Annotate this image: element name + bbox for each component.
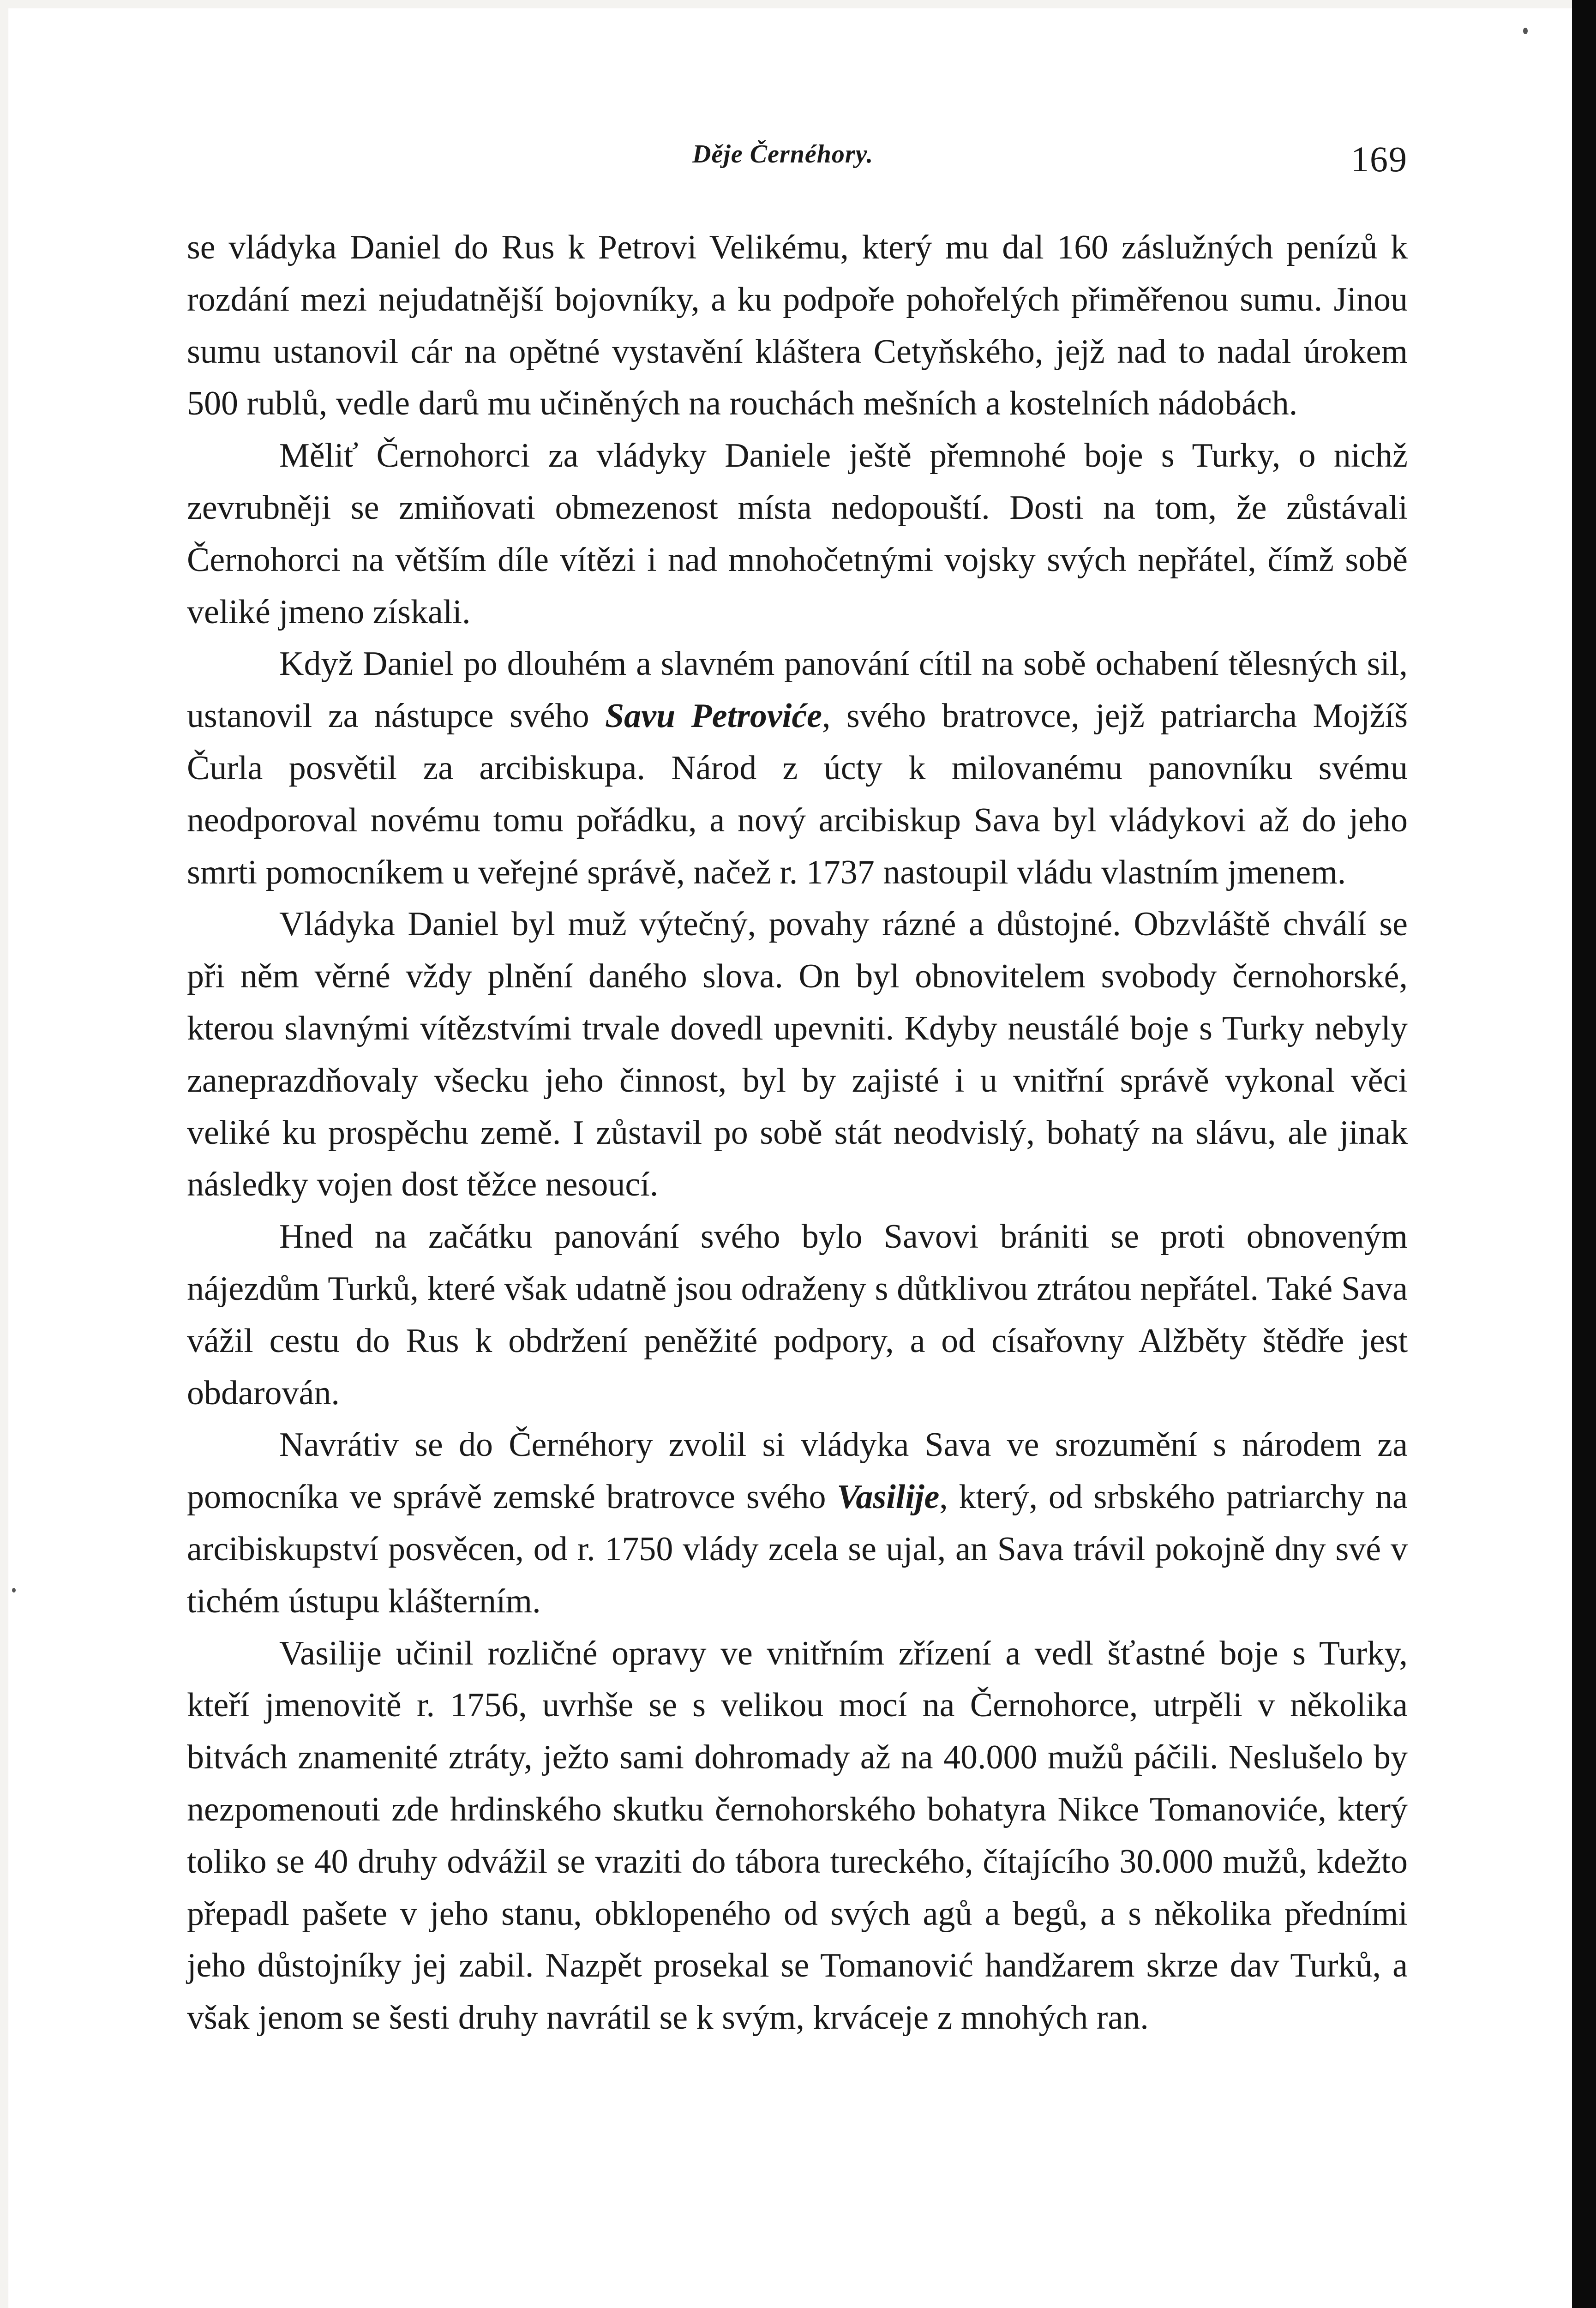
scan-speck bbox=[1523, 28, 1528, 34]
text-run: se vládyka Daniel do Rus k Petrovi Velikému, který mu dal 160 záslužných penízů k rozdání mezi nejudatnější bojovníky, a ku podpoře pohořelých přiměřenou sumu. Jinou sumu ustanovil cár na opětné vystavění kláštera Cetyňského, jejž nad to nadal úrokem 500 rublů, vedle darů mu učiněných na rouchách mešních a kostelních nádobách. bbox=[187, 228, 1408, 423]
running-header bbox=[185, 138, 1412, 189]
paragraph bbox=[187, 222, 1408, 430]
text-run: Vládyka Daniel byl muž výtečný, povahy rázné a důstojné. Obzvláště chválí se při něm věrné vždy plnění daného slova. On byl obnovitelem svobody černohorské, kterou slavnými vítězstvími trvale dovedl upevniti. Kdyby neustálé boje s Turky nebyly zaneprazdňovaly všecku jeho činnost, byl by zajisté i u vnitřní správě vykonal věci veliké ku prospěchu země. I zůstavil po sobě stát neodvislý, bohatý na slávu, ale jinak následky vojen dost těžce nesoucí. bbox=[187, 905, 1408, 1204]
text-run: , který, od srbského patriarchy na arcibiskupství posvěcen, od r. 1750 vlády zcela se ujal, an Sava trávil pokojně dny své v tichém ústupu klášterním. bbox=[187, 1478, 1408, 1620]
italic-name: Savu Petroviće bbox=[605, 697, 822, 735]
paragraph bbox=[187, 430, 1408, 638]
paragraph bbox=[187, 1419, 1408, 1627]
paragraph bbox=[187, 638, 1408, 898]
page-number: 169 bbox=[1351, 139, 1408, 179]
paragraph bbox=[187, 1211, 1408, 1419]
paragraph bbox=[187, 1628, 1408, 2044]
running-title: Děje Černéhory. bbox=[692, 140, 874, 168]
text-run: Když Daniel po dlouhém a slavném panování cítil na sobě ochabení tělesných sil, ustanovil za nástupce svého bbox=[187, 645, 1408, 735]
text-run: Hned na začátku panování svého bylo Savovi brániti se proti obnoveným nájezdům Turků, které však udatně jsou odraženy s důtklivou ztrátou nepřátel. Také Sava vážil cestu do Rus k obdržení peněžité podpory, a od císařovny Alžběty štědře jest obdarován. bbox=[187, 1218, 1408, 1412]
scan-edge bbox=[1572, 0, 1596, 2308]
scan-speck bbox=[12, 1588, 16, 1593]
text-run: Navrátiv se do Černéhory zvolil si vládyka Sava ve srozumění s národem za pomocníka ve správě zemské bratrovce svého bbox=[187, 1426, 1408, 1516]
body-text bbox=[187, 222, 1408, 2044]
paragraph bbox=[187, 898, 1408, 1211]
text-run: Vasilije učinil rozličné opravy ve vnitřním zřízení a vedl šťastné boje s Turky, kteří jmenovitě r. 1756, uvrhše se s velikou mocí na Černohorce, utrpěli v několika bitvách znamenité ztráty, ježto sami dohromady až na 40.000 mužů páčili. Neslušelo by nezpomenouti zde hrdinského skutku černohorského bohatyra Nikce Tomanoviće, který toliko se 40 druhy odvážil se vraziti do tábora tureckého, čítajícího 30.000 mužů, kdežto přepadl pašete v jeho stanu, obklopeného od svých agů a begů, a s několika předními jeho důstojníky jej zabil. Nazpět prosekal se Tomanović handžarem skrze dav Turků, a však jenom se šesti druhy navrátil se k svým, krváceje z mnohých ran. bbox=[187, 1634, 1408, 2037]
text-run: Měliť Černohorci za vládyky Daniele ještě přemnohé boje s Turky, o nichž zevrubněji se zmiňovati obmezenost místa nedopouští. Dosti na tom, že zůstávali Černohorci na větším díle vítězi i nad mnohočetnými vojsky svých nepřátel, čímž sobě veliké jmeno získali. bbox=[187, 437, 1408, 631]
italic-name: Vasilije bbox=[837, 1478, 940, 1516]
text-run: , svého bratrovce, jejž patriarcha Mojžíš Čurla posvětil za arcibiskupa. Národ z úcty k milovanému panovníku svému neodporoval novému tomu pořádku, a nový arcibiskup Sava byl vládykovi až do jeho smrti pomocníkem u veřejné správě, načež r. 1737 nastoupil vládu vlastním jmenem. bbox=[187, 697, 1408, 891]
